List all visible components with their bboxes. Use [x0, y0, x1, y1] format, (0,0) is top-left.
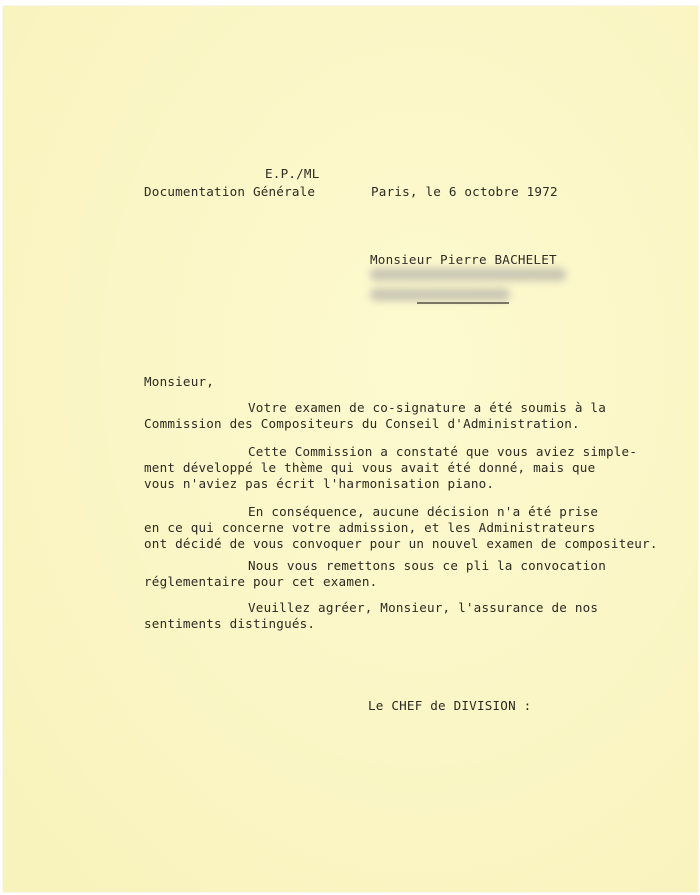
- recipient-name: Monsieur Pierre BACHELET: [370, 252, 557, 267]
- department-name: Documentation Générale: [144, 184, 316, 199]
- place-and-date: Paris, le 6 octobre 1972: [371, 184, 558, 199]
- paragraph-5-line-2: sentiments distingués.: [144, 616, 316, 631]
- paragraph-1-line-1: Votre examen de co-signature a été soumis à la: [248, 400, 606, 415]
- letter-page: [3, 6, 698, 892]
- signature-title: Le CHEF de DIVISION :: [368, 698, 532, 713]
- salutation: Monsieur,: [144, 374, 215, 389]
- paragraph-2-line-1: Cette Commission a constaté que vous aviez simple-: [248, 444, 638, 459]
- paragraph-1-line-2: Commission des Compositeurs du Conseil d'Administration.: [144, 416, 580, 431]
- paragraph-2-line-2: ment développé le thème qui vous avait été donné, mais que: [144, 460, 596, 475]
- paragraph-3-line-3: ont décidé de vous convoquer pour un nouvel examen de compositeur.: [144, 536, 658, 551]
- redacted-address-line-2: [370, 288, 510, 301]
- paragraph-4-line-1: Nous vous remettons sous ce pli la convocation: [248, 558, 606, 573]
- redacted-address-line-1: [370, 268, 566, 281]
- paragraph-2-line-3: vous n'aviez pas écrit l'harmonisation piano.: [144, 476, 495, 491]
- paragraph-3-line-2: en ce qui concerne votre admission, et les Administrateurs: [144, 520, 596, 535]
- address-underline: [417, 302, 509, 304]
- reference-code: E.P./ML: [265, 166, 320, 181]
- paragraph-4-line-2: réglementaire pour cet examen.: [144, 574, 378, 589]
- paragraph-5-line-1: Veuillez agréer, Monsieur, l'assurance de nos: [248, 600, 599, 615]
- paragraph-3-line-1: En conséquence, aucune décision n'a été prise: [248, 504, 599, 519]
